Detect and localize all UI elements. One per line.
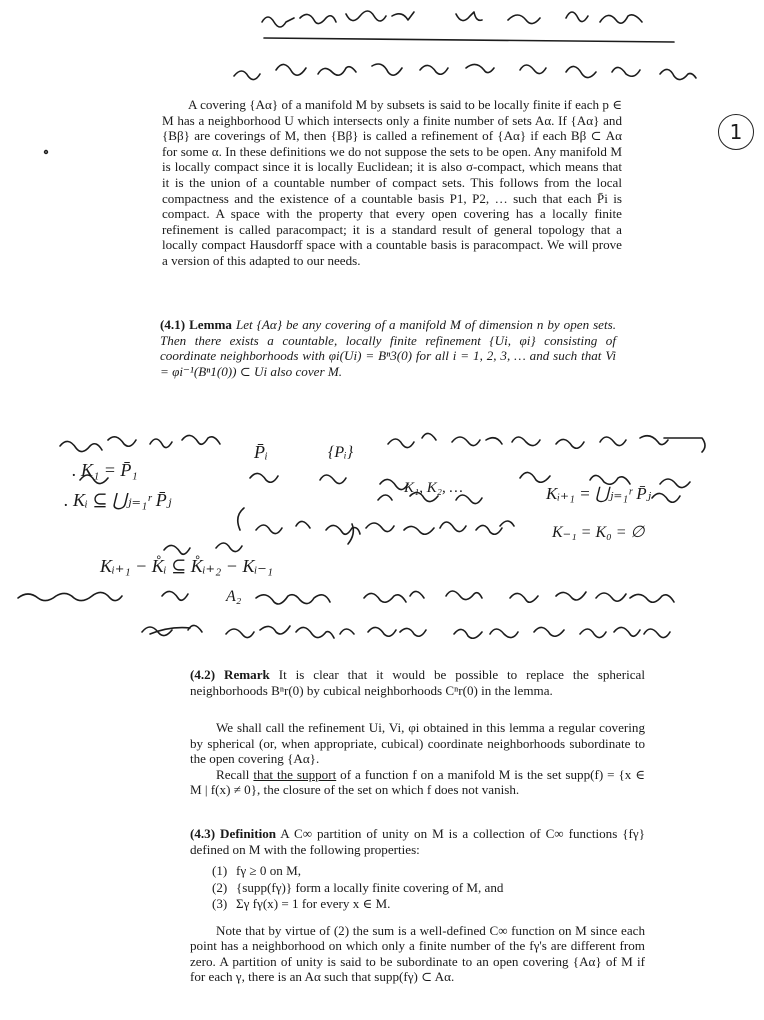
math-note-ki: . Kᵢ ⊆ ⋃ⱼ₌₁ʳ P̄ⱼ xyxy=(64,490,172,510)
support-underlined: that the support xyxy=(253,766,337,782)
final-paragraph: Note that by virtue of (2) the sum is a well-defined C∞ function on M since each point has a neighborhood on which only a finite number of the fγ's are different from zero. A partition of unity is said to be subordinate to an open covering {Aα} of M if for each γ, there is an Aα such that supp(fγ) ⊂ Aα. xyxy=(190,922,645,985)
definition-title: Definition xyxy=(220,826,277,841)
math-note-kstep: Kᵢ₊₁ = ⋃ⱼ₌₁ʳ P̄ⱼ xyxy=(546,484,652,503)
math-note-pi-bar: P̄ᵢ xyxy=(254,442,268,462)
header-handwriting xyxy=(262,11,674,42)
math-note-pi-set: {Pᵢ} xyxy=(328,444,354,461)
definition-block xyxy=(190,826,645,985)
intro-text: A covering {Aα} of a manifold M by subsets is said to be locally finite if each p ∈ M has a neighborhood U which intersects only a finite number of sets Aα. If {Aα} and {Bβ} are coverings of M, then {Bβ} is called a refinement of {Aα} if each Bβ ⊂ Aα for some α. In these definitions we do not suppose the sets to be open. Any manifold M is locally compact since it is locally Euclidean; it is also σ-compact, which means that it is the union of a countable number of compact sets. This follows from the local compactness and the existence of a countable basis P1, P2, … such that each P̄i is compact. A space with the property that every open covering has a locally finite refinement is called paracompact; it is a standard result of general topology that a locally compact Hausdorff space with a countable basis is paracompact. We will prove a version of this adapted to our needs. xyxy=(162,97,622,268)
definition-body: A C∞ partition of unity on M is a collection of C∞ functions {fγ} defined on M with the following properties: xyxy=(190,826,645,857)
property-item: (1) fγ ≥ 0 on M, xyxy=(212,863,301,879)
definition-properties xyxy=(212,863,645,913)
remark-title: Remark xyxy=(224,667,270,682)
math-note-k1k2: K₁, K₂, … xyxy=(404,480,463,496)
math-note-a2: A₂ xyxy=(226,588,242,605)
remark-number: (4.2) xyxy=(190,667,216,682)
intro-paragraph xyxy=(162,97,622,269)
remark-block xyxy=(190,667,645,698)
lemma-block xyxy=(160,317,616,379)
support-pre: Recall xyxy=(216,766,250,782)
math-note-kzero: K₋₁ = K₀ = ∅ xyxy=(552,524,645,541)
math-note-k1: . K₁ = P̄₁ xyxy=(72,460,138,480)
definition-number: (4.3) xyxy=(190,826,216,841)
property-item: (2) {supp(fγ)} form a locally finite covering of M, and xyxy=(212,879,504,895)
lemma-number: (4.1) xyxy=(160,317,186,332)
page-marker: 1 xyxy=(718,114,754,150)
regular-covering-text: We shall call the refinement Ui, Vi, φi obtained in this lemma a regular covering by spherical (or, when appropriate, cubical) coordinate neighborhoods subordinate to the open covering {Aα}. xyxy=(190,720,645,767)
support-post: of a function f on a manifold M is the set supp(f) = {x ∈ M | f(x) ≠ 0}, the closure of the set on which f does not vanish. xyxy=(190,766,645,798)
math-note-kdiff: Kᵢ₊₁ − K̊ᵢ ⊆ K̊ᵢ₊₂ − Kᵢ₋₁ xyxy=(100,556,274,576)
regular-covering-block xyxy=(190,720,645,798)
header-handwriting-line-2 xyxy=(234,64,696,80)
lemma-title: Lemma xyxy=(189,317,232,332)
remark-body: It is clear that it would be possible to replace the spherical neighborhoods Bⁿr(0) by cubical neighborhoods Cⁿr(0) in the lemma. xyxy=(190,667,645,698)
lemma-body: Let {Aα} be any covering of a manifold M of dimension n by open sets. Then there exists a countable, locally finite refinement {Ui, φi} consisting of coordinate neighborhoods with φi(Ui) = Bⁿ3(0) for all i = 1, 2, 3, … and such that Vi = φi⁻¹(Bⁿ1(0)) ⊂ Ui also cover M. xyxy=(160,317,616,379)
property-item: (3) Σγ fγ(x) = 1 for every x ∈ M. xyxy=(212,896,391,912)
